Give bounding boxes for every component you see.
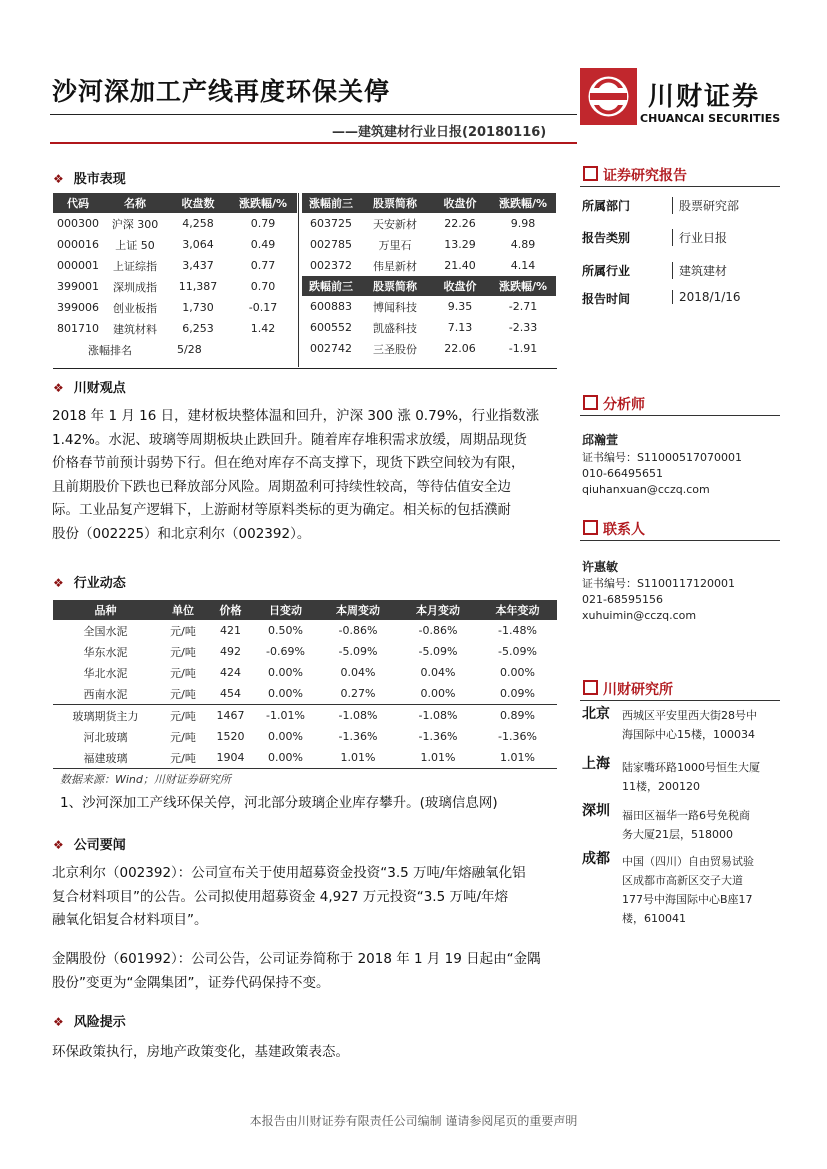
table-row: 002742 三圣股份 22.06 -1.91 xyxy=(310,342,538,356)
info-label: 所属行业 xyxy=(582,264,631,278)
section-industry: ❖ 行业动态 xyxy=(53,576,126,591)
sidebar-analyst-title: 分析师 xyxy=(583,394,645,414)
info-value: 建筑建材 xyxy=(672,262,727,279)
table-bottom-rule xyxy=(53,368,557,369)
table-divider xyxy=(298,193,299,367)
contact-info: 证书编号：S1100117120001 021-68595156 xuhuimin@cczq.com xyxy=(582,577,735,622)
table-row: 西南水泥 元/吨 454 0.00% 0.27% 0.00% 0.09% xyxy=(53,683,557,705)
diamond-icon: ❖ xyxy=(53,576,64,590)
table-row: 000016 上证 50 3,064 0.49 xyxy=(57,238,276,252)
office-city: 上海 xyxy=(582,756,610,772)
table-row: 000300 沪深 300 4,258 0.79 xyxy=(57,217,276,231)
rank-row: 涨幅排名 5/28 xyxy=(88,343,202,357)
title-rule xyxy=(50,114,577,115)
logo-text-cn: 川财证券 xyxy=(648,82,761,112)
table-row: 华东水泥 元/吨 492 -0.69% -5.09% -5.09% -5.09% xyxy=(83,645,537,659)
diamond-icon: ❖ xyxy=(53,1015,64,1029)
section-company: ❖ 公司要闻 xyxy=(53,838,126,853)
office-city: 北京 xyxy=(582,706,610,722)
company-news-1: 北京利尔（002392）：公司宣布关于使用超募资金投资“3.5 万吨/年熔融氧化铝 复合材料项目”的公告。公司拟使用超募资金 4,927 万元投资“3.5 万吨/年熔 融氧化铝复合材料项目”。 xyxy=(52,865,526,928)
analyst-name: 邱瀚萱 xyxy=(582,433,619,447)
square-icon xyxy=(583,166,598,181)
diamond-icon: ❖ xyxy=(53,381,64,395)
table-row: 000001 上证综指 3,437 0.77 xyxy=(57,259,276,273)
table-row: 600883 博闻科技 9.35 -2.71 xyxy=(310,300,538,314)
office-address: 中国（四川）自由贸易试验 区成都市高新区交子大道 177号中海国际中心B座17 楼，610041 xyxy=(622,855,754,925)
page-title: 沙河深加工产线再度环保关停 xyxy=(52,77,391,106)
risk-text: 环保政策执行，房地产政策变化，基建政策表态。 xyxy=(52,1044,349,1060)
table-row: 600552 凯盛科技 7.13 -2.33 xyxy=(310,321,538,335)
sidebar-institute-title: 川财研究所 xyxy=(583,679,673,699)
sidebar-contact-title: 联系人 xyxy=(583,519,645,539)
sidebar-rule xyxy=(580,415,780,416)
table-row: 玻璃期货主力 元/吨 1467 -1.01% -1.08% -1.08% 0.89% xyxy=(72,709,535,723)
table-row: 002785 万里石 13.29 4.89 xyxy=(310,238,536,252)
info-label: 报告时间 xyxy=(582,292,631,306)
square-icon xyxy=(583,680,598,695)
office-city: 成都 xyxy=(582,851,610,867)
square-icon xyxy=(583,520,598,535)
diamond-icon: ❖ xyxy=(53,172,64,186)
industry-table: 品种 单位 价格 日变动 本周变动 本月变动 本年变动 全国水泥 元/吨 421 0.50% -0.86% -0.86% -1.48% 华东水泥 元/吨 492 -0.69% -5.09% -5.09% -5.09% 华北水泥 元/吨 424 0.00% 0.04% 0.04% 0.00% 西南水泥 元/吨 454 0.00% 0.27% 0.00% 0.09% 玻璃期货主力 元/吨 1467 -1.01% -1.08% -1.08% 0.89% 河北玻璃 元/吨 1520 0.00% -1.36% -1.36% -1.36% 福建玻璃 元/吨 1904 0.00% 1.01% 1.01% 1.01% xyxy=(53,600,557,769)
contact-name: 许惠敏 xyxy=(582,560,619,574)
page-subtitle: ——建筑建材行业日报(20180116) xyxy=(332,125,547,140)
table-row: 河北玻璃 元/吨 1520 0.00% -1.36% -1.36% -1.36% xyxy=(83,730,537,744)
office-city: 深圳 xyxy=(582,803,610,819)
company-news-2: 金隅股份（601992）：公司公告，公司证券简称于 2018 年 1 月 19 日起由“金隅 股份”变更为“金隅集团”，证券代码保持不变。 xyxy=(52,951,541,991)
table-row: 603725 天安新材 22.26 9.98 xyxy=(310,217,536,231)
table-row: 801710 建筑材料 6,253 1.42 xyxy=(57,322,276,336)
office-address: 西城区平安里西大街28号中 海国际中心15楼，100034 xyxy=(622,709,757,741)
company-logo-icon xyxy=(580,68,637,125)
analyst-info: 证书编号：S1100051707​0001 010-66495651 qiuhanxuan@cczq.com xyxy=(582,451,742,496)
market-top-gainers-table: 涨幅前三 股票简称 收盘价 涨跌幅/% 603725 天安新材 22.26 9.98 002785 万里石 13.29 4.89 002372 伟星新材 21.40 4.14 跌幅前三 股票简称 收盘价 涨跌幅/% 600883 博闻科技 9.35 -2.71 600552 凯盛科技 7.13 -2.33 002742 三圣股份 22.06 -1.91 xyxy=(302,193,556,359)
sidebar-rule xyxy=(580,540,780,541)
office-address: 福田区福华一路6号免税商 务大厦21层，518000 xyxy=(622,809,750,841)
info-value: 行业日报 xyxy=(672,229,727,246)
info-value: 股票研究部 xyxy=(672,197,739,214)
view-paragraph: 2018 年 1 月 16 日，建材板块整体温和回升，沪深 300 涨 0.79%，行业指数涨 1.42%。水泥、玻璃等周期板块止跌回升。随着库存堆积需求放缓，周期品现货 价格春节前预计弱势下行。但在绝对库存不高支撑下，现货下跌空间较为有限， 且前期股价下跌也已释放部分风险。周期盈利可持续性较高，等待估值安全边 际。工业品复产逻辑下，上游耐材等原料类标的更为确定。相关标的包括濮耐 股份（002225）和北京利尔（002392）。 xyxy=(52,408,540,542)
table-row: 002372 伟星新材 21.40 4.14 xyxy=(310,259,536,273)
section-market: ❖ 股市表现 xyxy=(53,172,126,187)
info-value: 2018/1/16 xyxy=(672,290,741,304)
section-risk: ❖ 风险提示 xyxy=(53,1015,126,1030)
office-address: 陆家嘴环路1000号恒生大厦 11楼，200120 xyxy=(622,761,760,793)
sidebar-rule xyxy=(580,700,780,701)
industry-news: 1、沙河深加工产线环保关停，河北部分玻璃企业库存攀升。(玻璃信息网) xyxy=(60,795,498,811)
logo-text-en: CHUANCAI SECURITIES xyxy=(640,112,781,125)
diamond-icon: ❖ xyxy=(53,838,64,852)
table-row: 福建玻璃 元/吨 1904 0.00% 1.01% 1.01% 1.01% xyxy=(53,747,557,769)
data-source: 数据来源：Wind；川财证券研究所 xyxy=(60,773,231,786)
section-view: ❖ 川财观点 xyxy=(53,381,126,396)
table-row: 399001 深圳成指 11,387 0.70 xyxy=(57,280,276,294)
market-left-table: 代码 名称 收盘数 涨跌幅/% 000300 沪深 300 4,258 0.79 000016 上证 50 3,064 0.49 000001 上证综指 3,437 0.77 399001 深圳成指 11,387 0.70 399006 创业板指 1,730 -0.17 801710 建筑材料 6,253 1.42 涨幅排名 5/28 xyxy=(53,193,297,360)
sidebar-rule xyxy=(580,186,780,187)
square-icon xyxy=(583,395,598,410)
table-row: 399006 创业板指 1,730 -0.17 xyxy=(57,301,278,315)
sidebar-report-title: 证券研究报告 xyxy=(583,165,687,185)
info-label: 所属部门 xyxy=(582,199,631,213)
footer-disclaimer: 本报告由川财证券有限责任公司编制 谨请参阅尾页的重要声明 xyxy=(249,1114,578,1128)
info-label: 报告类别 xyxy=(582,231,631,245)
table-row: 全国水泥 元/吨 421 0.50% -0.86% -0.86% -1.48% xyxy=(83,624,537,638)
title-rule-red xyxy=(50,142,577,144)
table-row: 华北水泥 元/吨 424 0.00% 0.04% 0.04% 0.00% xyxy=(83,666,535,680)
